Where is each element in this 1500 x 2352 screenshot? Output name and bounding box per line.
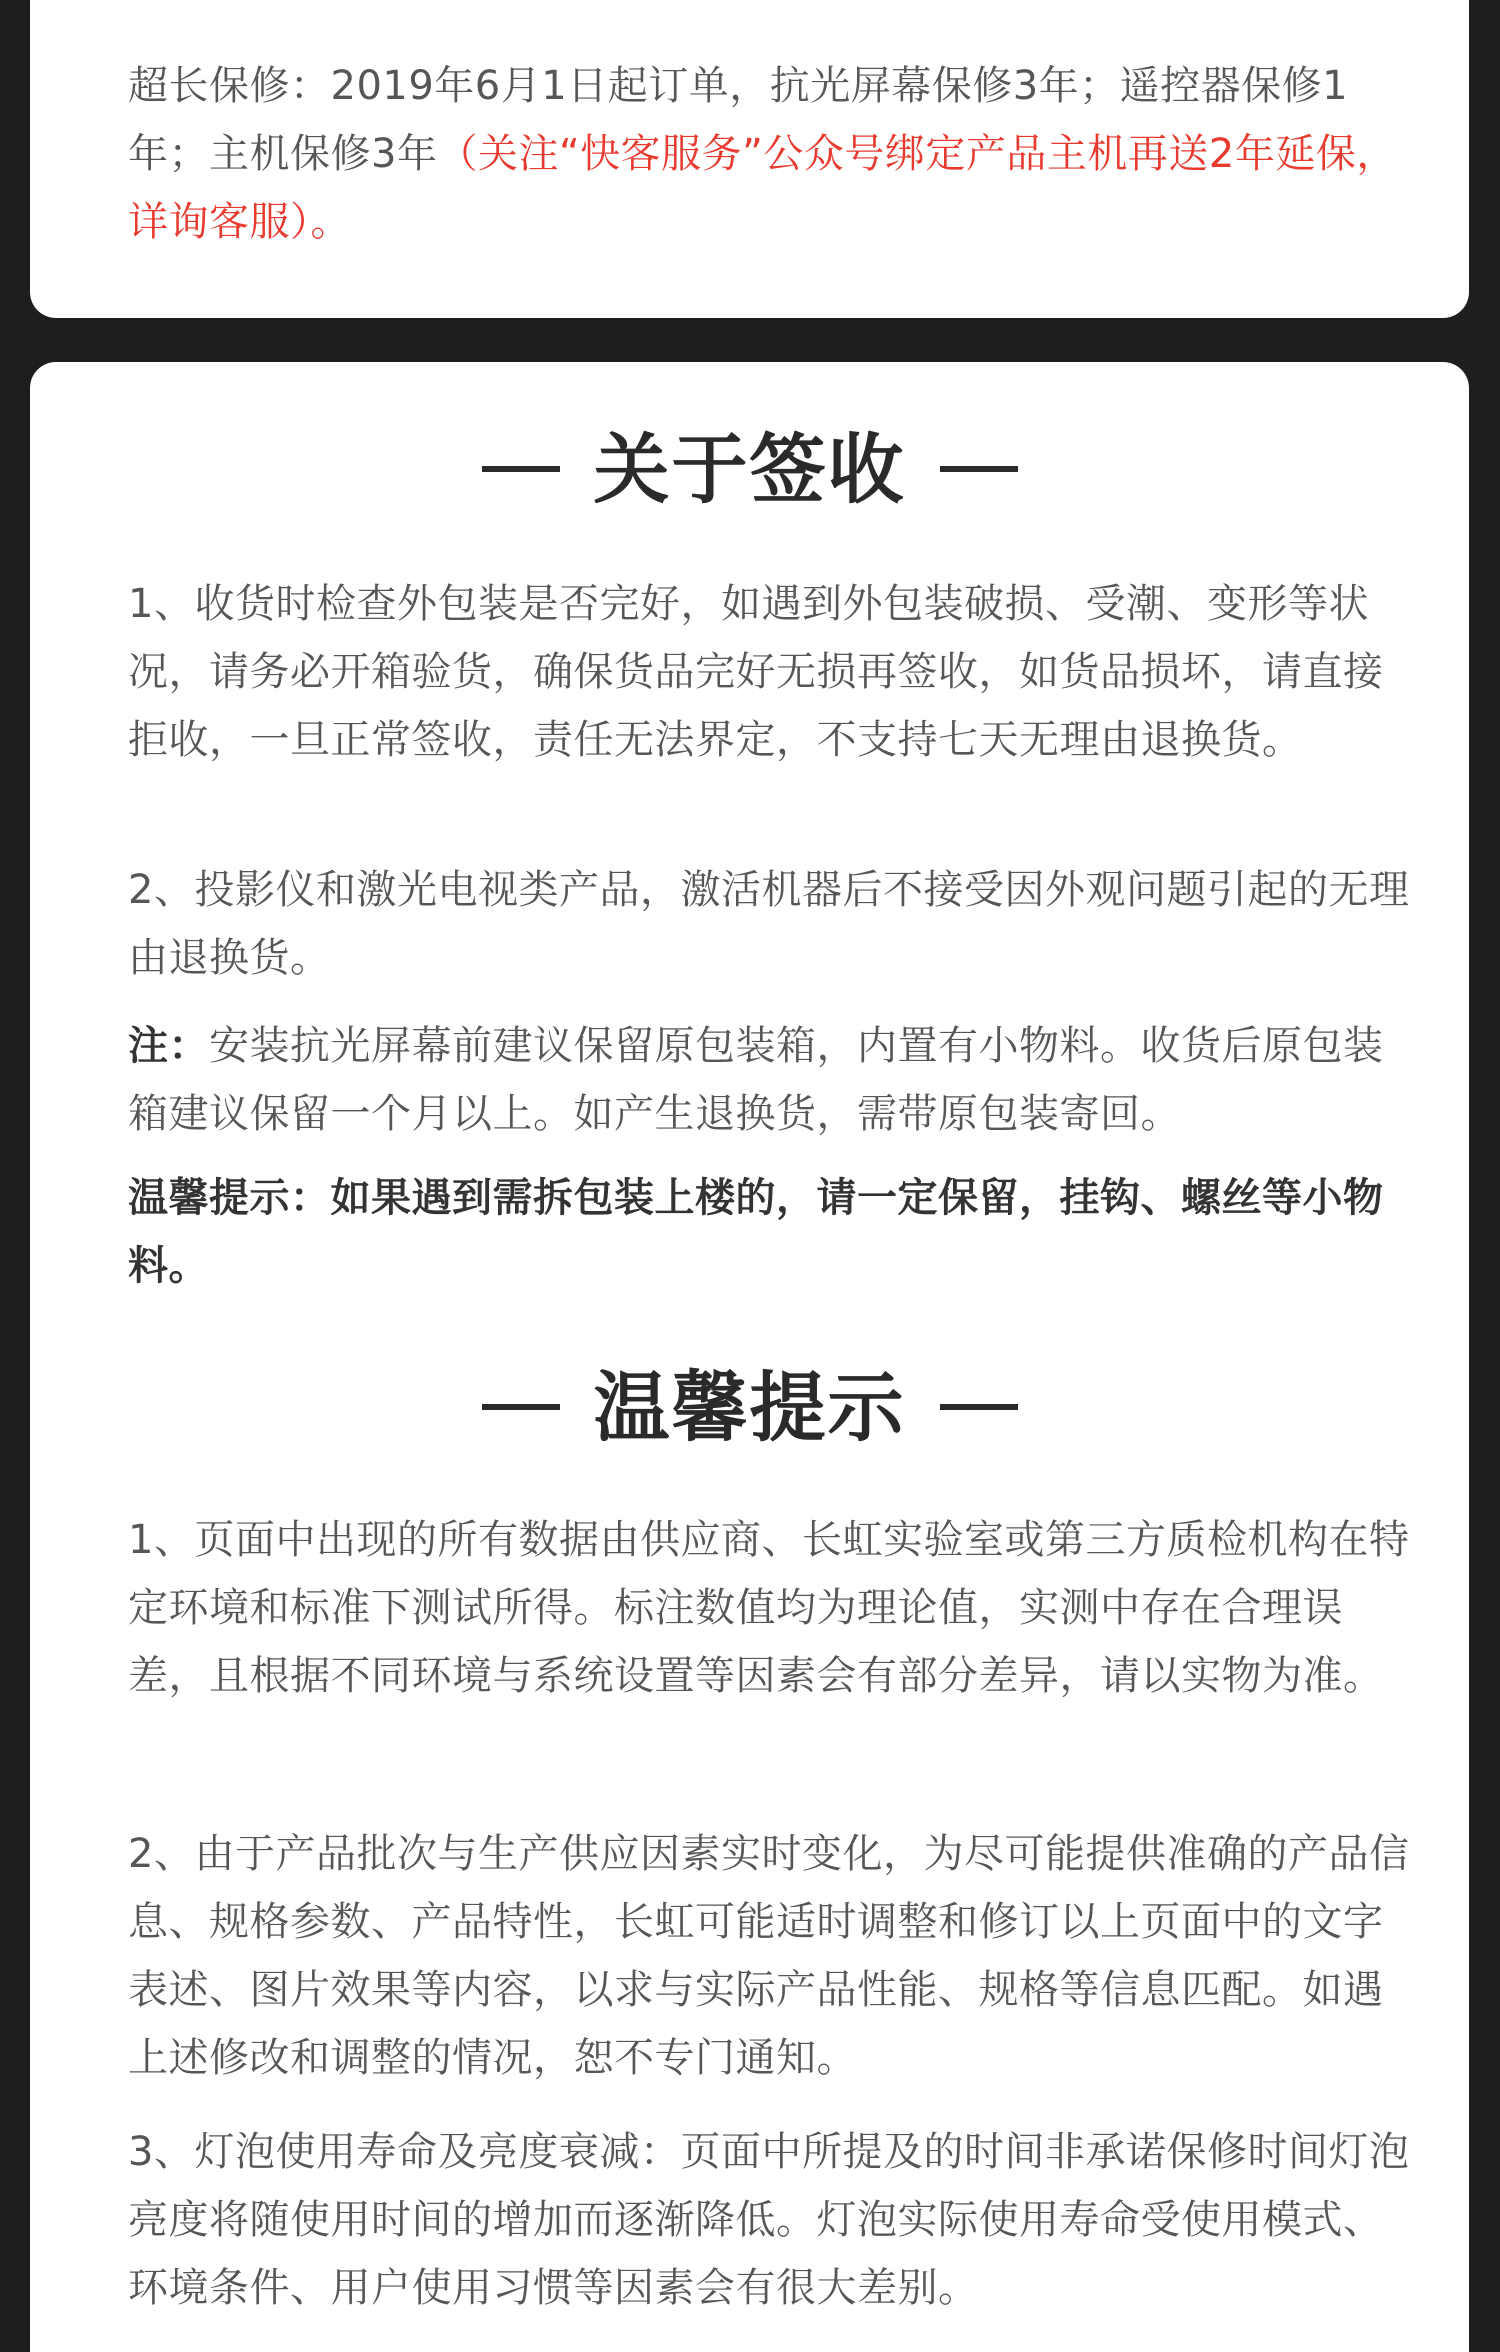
- warranty-highlight-text: （关注“快客服务”公众号绑定产品主机再送2年延保，详询客服）。: [128, 131, 1397, 245]
- warranty-plain-text: 超长保修：2019年6月1日起订单，抗光屏幕保修3年；遥控器保修1年；主机保修3年: [128, 63, 1349, 177]
- heading-dash-left: [482, 1404, 560, 1410]
- sign-section-heading: [30, 420, 1469, 520]
- heading-dash-right: [940, 1404, 1018, 1410]
- info-card: [30, 362, 1469, 2352]
- sign-item-1: 1、收货时检查外包装是否完好，如遇到外包装破损、受潮、变形等状况，请务必开箱验货，确保货品完好无损再签收，如货品损坏，请直接拒收，一旦正常签收，责任无法界定，不支持七天无理由退换货。: [128, 581, 1384, 763]
- sign-note-label: 注：: [128, 1023, 209, 1069]
- tips-item-3: 3、灯泡使用寿命及亮度衰减：页面中所提及的时间非承诺保修时间灯泡亮度将随使用时间的增加而逐渐降低。灯泡实际使用寿命受使用模式、环境条件、用户使用习惯等因素会有很大差别。: [128, 2129, 1410, 2311]
- sign-note: [128, 1012, 1418, 1148]
- tips-item-1: 1、页面中出现的所有数据由供应商、长虹实验室或第三方质检机构在特定环境和标准下测试所得。标注数值均为理论值，实测中存在合理误差，且根据不同环境与系统设置等因素会有部分差异，请以实物为准。: [128, 1517, 1410, 1699]
- warranty-card: [30, 0, 1469, 318]
- sign-item-2: 2、投影仪和激光电视类产品，激活机器后不接受因外观问题引起的无理由退换货。: [128, 867, 1410, 981]
- tips-section-title: 温馨提示: [593, 1363, 906, 1452]
- sign-tip: [128, 1164, 1418, 1300]
- warranty-text: [128, 52, 1418, 256]
- tips-item-2: 2、由于产品批次与生产供应因素实时变化，为尽可能提供准确的产品信息、规格参数、产品特性，长虹可能适时调整和修订以上页面中的文字表述、图片效果等内容，以求与实际产品性能、规格等信息匹配。如遇上述修改和调整的情况，恕不专门通知。: [128, 1831, 1410, 2081]
- heading-dash-right: [940, 466, 1018, 472]
- tips-section-heading: [30, 1358, 1469, 1458]
- sign-tip-text: 如果遇到需拆包装上楼的，请一定保留，挂钩、螺丝等小物料。: [128, 1175, 1384, 1289]
- sign-note-text: 安装抗光屏幕前建议保留原包装箱，内置有小物料。收货后原包装箱建议保留一个月以上。如产生退换货，需带原包装寄回。: [128, 1023, 1384, 1137]
- sign-section-title: 关于签收: [593, 425, 906, 514]
- heading-dash-left: [482, 466, 560, 472]
- sign-tip-label: 温馨提示：: [128, 1175, 331, 1221]
